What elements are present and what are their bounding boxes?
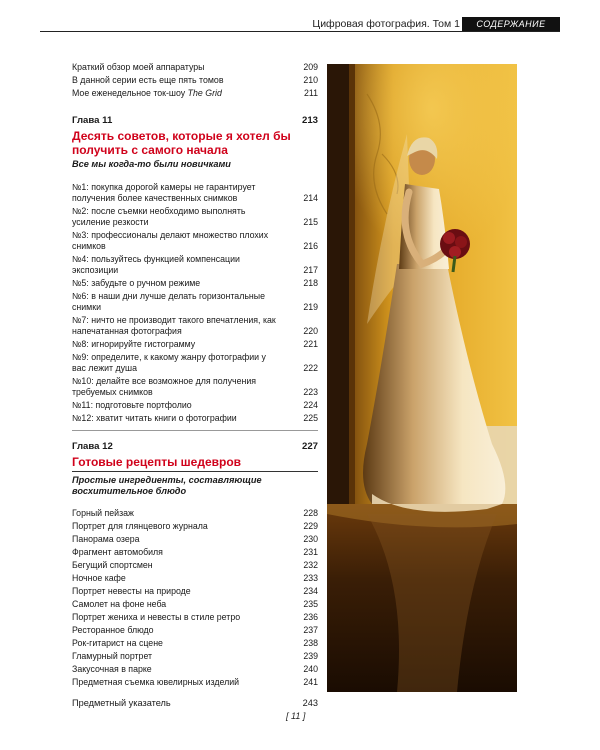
toc-entry-page: 221 <box>303 338 318 349</box>
toc-entry-page: 222 <box>303 362 318 373</box>
toc-entry-page: 209 <box>303 62 318 72</box>
toc-entry[interactable] <box>72 586 318 597</box>
toc-entry-title: Краткий обзор моей аппаратуры <box>72 62 205 72</box>
toc-entry[interactable] <box>72 560 318 571</box>
toc-entry-title: №3: профессионалы делают множество плохих снимков <box>72 229 269 251</box>
chapter-page: 227 <box>301 440 318 452</box>
toc-entry-page: 235 <box>303 598 318 609</box>
chapter-11-entries <box>72 182 318 424</box>
toc-entry-page: 217 <box>303 264 318 275</box>
chapter-label: Глава 12 <box>72 440 113 452</box>
toc-entry-page: 230 <box>303 533 318 544</box>
toc-entry[interactable] <box>72 534 318 545</box>
toc-entry-page: 231 <box>303 546 318 557</box>
toc-entry-title: Рок-гитарист на сцене <box>72 637 163 648</box>
chapter-12-heading[interactable] <box>72 441 318 452</box>
toc-entry[interactable] <box>72 230 318 252</box>
toc-entry[interactable] <box>72 573 318 584</box>
toc-entry[interactable] <box>72 62 318 73</box>
toc-entry-title: Портрет невесты на природе <box>72 585 191 596</box>
toc-entry[interactable] <box>72 352 318 374</box>
table-of-contents <box>72 62 318 709</box>
toc-entry[interactable] <box>72 638 318 649</box>
toc-entry[interactable] <box>72 339 318 350</box>
toc-entry[interactable] <box>72 413 318 424</box>
toc-entry-page: 216 <box>303 240 318 251</box>
toc-entry[interactable] <box>72 508 318 519</box>
toc-entry-page: 211 <box>303 88 318 98</box>
toc-entry-page: 240 <box>303 663 318 674</box>
toc-entry-page: 239 <box>303 650 318 661</box>
index-entry[interactable] <box>72 698 318 709</box>
chapter-11-subtitle: Все мы когда-то были новичками <box>72 159 231 169</box>
toc-entry-title: №7: ничто не производит такого впечатления, как напечатанная фотография <box>72 314 276 336</box>
toc-entry-title: В данной серии есть еще пять томов <box>72 75 224 85</box>
toc-entry-title: Закусочная в парке <box>72 663 152 674</box>
bride-photo <box>327 64 517 692</box>
header-rule <box>40 31 560 32</box>
toc-entry-title <box>72 88 296 99</box>
toc-entry[interactable] <box>72 206 318 228</box>
toc-entry[interactable] <box>72 612 318 623</box>
chapter-12-subtitle: Простые ингредиенты, составляющие восхитительное блюдо <box>72 471 318 498</box>
toc-entry-page: 228 <box>303 507 318 518</box>
toc-entry-title: №5: забудьте о ручном режиме <box>72 277 201 288</box>
toc-entry-title: Самолет на фоне неба <box>72 598 167 609</box>
toc-entry-title: №4: пользуйтесь функцией компенсации экспозиции <box>72 253 240 275</box>
toc-entry-title: Фрагмент автомобиля <box>72 546 163 557</box>
toc-entry-page: 232 <box>303 559 318 570</box>
toc-entry-page: 214 <box>303 192 318 203</box>
running-header: Цифровая фотография. Том 1 <box>312 18 460 30</box>
toc-entry-title: Ночное кафе <box>72 572 126 583</box>
toc-entry-title: Бегущий спортсмен <box>72 559 153 570</box>
toc-entry-title: №2: после съемки необходимо выполнять усиление резкости <box>72 205 246 227</box>
toc-entry-page: 229 <box>303 520 318 531</box>
toc-entry-page: 219 <box>303 301 318 312</box>
toc-entry-page: 234 <box>303 585 318 596</box>
toc-entry[interactable] <box>72 182 318 204</box>
chapter-12-title: Готовые рецепты шедевров <box>72 454 242 469</box>
toc-entry-page: 241 <box>303 676 318 687</box>
toc-entry-title: №1: покупка дорогой камеры не гарантирует получения более качественных снимков <box>72 181 256 203</box>
toc-entry-title-text: Мое еженедельное ток-шоу <box>72 88 188 98</box>
chapter-12-entries <box>72 508 318 688</box>
toc-entry[interactable] <box>72 291 318 313</box>
toc-entry[interactable] <box>72 75 318 86</box>
chapter-11-title: Десять советов, которые я хотел бы получить с самого начала <box>72 129 291 157</box>
toc-entry[interactable] <box>72 315 318 337</box>
toc-entry-title: №10: делайте все возможное для получения требуемых снимков <box>72 375 257 397</box>
chapter-label: Глава 11 <box>72 115 113 126</box>
toc-entry-title: №6: в наши дни лучше делать горизонтальные снимки <box>72 290 265 312</box>
toc-entry-title: №8: игнорируйте гистограмму <box>72 338 196 349</box>
toc-entry-page: 215 <box>303 216 318 227</box>
toc-entry-page: 223 <box>303 386 318 397</box>
toc-entry-title: №11: подготовьте портфолио <box>72 399 192 410</box>
toc-entry[interactable] <box>72 664 318 675</box>
toc-entry[interactable] <box>72 521 318 532</box>
chapter-divider <box>72 430 318 431</box>
index-title: Предметный указатель <box>72 697 171 708</box>
toc-entry[interactable] <box>72 278 318 289</box>
chapter-11-heading[interactable] <box>72 115 318 126</box>
toc-entry[interactable] <box>72 651 318 662</box>
toc-entry[interactable] <box>72 376 318 398</box>
toc-entry[interactable] <box>72 254 318 276</box>
toc-entry-title: №9: определите, к какому жанру фотографии у вас лежит душа <box>72 351 266 373</box>
toc-entry-title: Панорама озера <box>72 533 140 544</box>
toc-entry-title: Портрет жениха и невесты в стиле ретро <box>72 611 241 622</box>
toc-entry-title: Гламурный портрет <box>72 650 153 661</box>
toc-entry[interactable] <box>72 400 318 411</box>
toc-entry-title: №12: хватит читать книги о фотографии <box>72 412 237 423</box>
toc-entry-title: Горный пейзаж <box>72 507 134 518</box>
index-page: 243 <box>302 697 318 708</box>
toc-entry-page: 238 <box>303 637 318 648</box>
toc-entry-page: 225 <box>303 412 318 423</box>
toc-entry[interactable] <box>72 677 318 688</box>
toc-entry-page: 236 <box>303 611 318 622</box>
page-number: [ 11 ] <box>286 711 306 721</box>
toc-entry-page: 220 <box>303 325 318 336</box>
toc-entry-title: Предметная съемка ювелирных изделий <box>72 676 240 687</box>
toc-entry[interactable] <box>72 599 318 610</box>
bride-photo-illustration <box>327 64 517 692</box>
toc-entry-page: 218 <box>303 277 318 288</box>
toc-entry[interactable] <box>72 625 318 636</box>
toc-entry-page: 224 <box>303 399 318 410</box>
toc-entry-page: 233 <box>303 572 318 583</box>
chapter-page: 213 <box>301 115 318 126</box>
toc-entry-title-emphasis: The Grid <box>187 88 222 98</box>
toc-entry[interactable] <box>72 547 318 558</box>
toc-entry-page: 210 <box>303 75 318 85</box>
toc-entry[interactable] <box>72 88 318 99</box>
section-badge: СОДЕРЖАНИЕ <box>462 17 560 32</box>
toc-entry-title: Портрет для глянцевого журнала <box>72 520 208 531</box>
toc-entry-page: 237 <box>303 624 318 635</box>
toc-entry-title: Ресторанное блюдо <box>72 624 154 635</box>
